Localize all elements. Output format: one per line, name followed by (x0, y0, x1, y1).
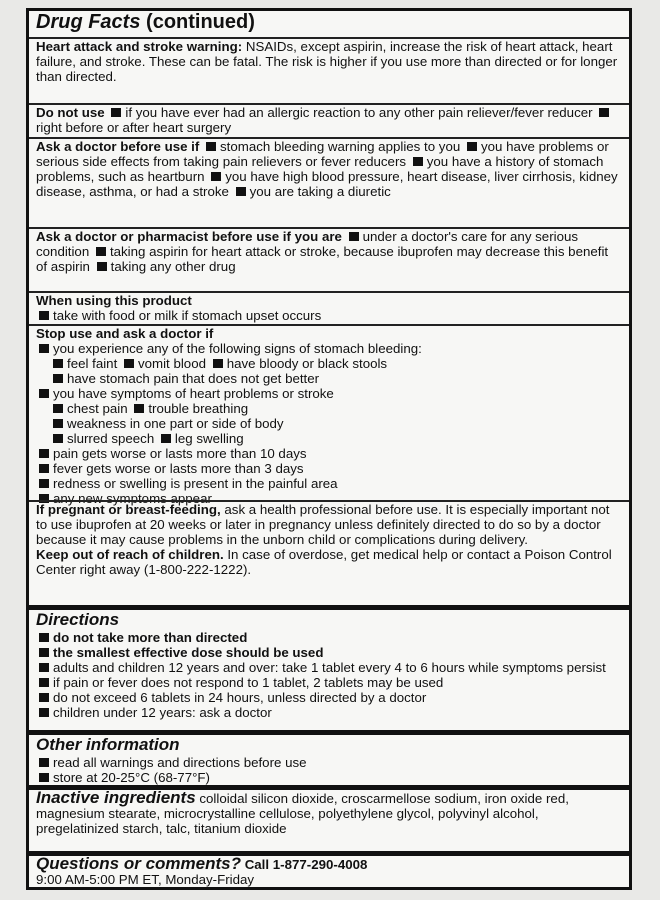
bullet-icon (53, 359, 63, 368)
list-item: feel faint (67, 356, 118, 371)
list-item: do not take more than directed (53, 630, 248, 645)
list-item: adults and children 12 years and over: take 1 tablet every 4 to 6 hours while symptoms persist (53, 660, 606, 675)
directions-section (29, 605, 629, 720)
title-continued: (continued) (146, 11, 255, 33)
keep-out-heading: Keep out of reach of children. (36, 547, 224, 562)
pregnancy-text: ask a health professional before use. It is especially important not to use ibuprofen at 20 weeks or later in pregnancy unless definitely directed to do so by a doctor because it may cause problems in the unborn child or complications during delivery. (36, 502, 610, 547)
list-item: trouble breathing (148, 401, 249, 416)
list-item: have bloody or black stools (226, 356, 388, 371)
when-using-heading: When using this product (36, 293, 192, 308)
title-section (29, 11, 629, 33)
bullet-icon (349, 232, 359, 241)
other-information-heading: Other information (36, 735, 180, 754)
bullet-icon (39, 464, 49, 473)
list-item: read all warnings and directions before use (53, 755, 307, 770)
list-item: you have problems or serious side effects from taking pain relievers or fever reducers (36, 139, 609, 169)
ask-pharmacist-section (29, 227, 629, 274)
bullet-icon (39, 758, 49, 767)
bullet-icon (97, 262, 107, 271)
bullet-icon (39, 311, 49, 320)
list-item: chest pain (67, 401, 128, 416)
bullet-icon (39, 389, 49, 398)
bullet-icon (53, 404, 63, 413)
list-item: taking aspirin for heart attack or stroke, because ibuprofen may decrease this benefit of aspirin (36, 244, 609, 274)
bullet-icon (213, 359, 223, 368)
list-item: take with food or milk if stomach upset occurs (53, 308, 322, 323)
bullet-icon (467, 142, 477, 151)
bullet-icon (111, 108, 121, 117)
bullet-icon (39, 693, 49, 702)
inactive-ingredients-heading: Inactive ingredients (36, 788, 196, 807)
bullet-icon (206, 142, 216, 151)
list-item: you have symptoms of heart problems or stroke (53, 386, 334, 401)
stop-use-section (29, 324, 629, 506)
list-item: any new symptoms appear (53, 491, 212, 506)
directions-heading: Directions (36, 610, 120, 629)
bullet-icon (39, 678, 49, 687)
bullet-icon (413, 157, 423, 166)
bullet-icon (53, 374, 63, 383)
list-item: you are taking a diuretic (249, 184, 391, 199)
list-item: leg swelling (174, 431, 244, 446)
list-item: slurred speech (67, 431, 155, 446)
bullet-icon (236, 187, 246, 196)
bullet-icon (39, 648, 49, 657)
heart-warning-section (29, 37, 629, 84)
ask-pharmacist-heading: Ask a doctor or pharmacist before use if you are (36, 229, 342, 244)
inactive-ingredients-section (29, 785, 629, 836)
bullet-icon (39, 773, 49, 782)
phone-number: Call 1-877-290-4008 (244, 857, 368, 872)
questions-section (29, 851, 629, 887)
list-item: store at 20-25°C (68-77°F) (53, 770, 210, 785)
list-item: do not exceed 6 tablets in 24 hours, unless directed by a doctor (53, 690, 427, 705)
other-information-section (29, 730, 629, 785)
keep-out-text: In case of overdose, get medical help or contact a Poison Control Center right away (1-800-222-1222). (36, 547, 612, 577)
list-item: if pain or fever does not respond to 1 tablet, 2 tablets may be used (53, 675, 444, 690)
list-item: under a doctor's care for any serious condition (36, 229, 579, 259)
bullet-icon (96, 247, 106, 256)
bullet-icon (134, 404, 144, 413)
bullet-icon (39, 708, 49, 717)
pregnancy-section (29, 500, 629, 577)
list-item: the smallest effective dose should be used (53, 645, 324, 660)
heart-warning-text: NSAIDs, except aspirin, increase the risk of heart attack, heart failure, and stroke. These can be fatal. The risk is higher if you use more than directed or for longer than directed. (36, 39, 618, 84)
stop-use-heading: Stop use and ask a doctor if (36, 326, 214, 341)
bullet-icon (211, 172, 221, 181)
bullet-icon (39, 344, 49, 353)
list-item: children under 12 years: ask a doctor (53, 705, 272, 720)
bullet-icon (161, 434, 171, 443)
bullet-icon (39, 663, 49, 672)
list-item: fever gets worse or lasts more than 3 days (53, 461, 304, 476)
inactive-ingredients-text: colloidal silicon dioxide, croscarmellose sodium, iron oxide red, magnesium stearate, microcrystalline cellulose, polyethylene glycol, polyvinyl alcohol, pregelatinized starch, talc, titanium dioxide (36, 791, 569, 836)
pregnancy-heading: If pregnant or breast-feeding, (36, 502, 221, 517)
bullet-icon (599, 108, 609, 117)
business-hours: 9:00 AM-5:00 PM ET, Monday-Friday (36, 872, 255, 887)
do-not-use-heading: Do not use (36, 105, 105, 120)
list-item: taking any other drug (110, 259, 236, 274)
bullet-icon (53, 434, 63, 443)
bullet-icon (124, 359, 134, 368)
when-using-section (29, 291, 629, 323)
questions-heading: Questions or comments? (36, 854, 241, 873)
ask-doctor-section (29, 137, 629, 199)
list-item: weakness in one part or side of body (67, 416, 284, 431)
drug-facts-label (26, 8, 632, 890)
list-item: redness or swelling is present in the painful area (53, 476, 338, 491)
bullet-icon (39, 633, 49, 642)
list-item: if you have ever had an allergic reaction to any other pain reliever/fever reducer (125, 105, 593, 120)
bullet-icon (39, 479, 49, 488)
list-item: right before or after heart surgery (36, 120, 232, 135)
heart-warning-heading: Heart attack and stroke warning: (36, 39, 243, 54)
list-item: have stomach pain that does not get better (67, 371, 320, 386)
do-not-use-section (29, 103, 629, 135)
list-item: vomit blood (137, 356, 206, 371)
bullet-icon (39, 449, 49, 458)
list-item: you experience any of the following signs of stomach bleeding: (53, 341, 422, 356)
list-item: pain gets worse or lasts more than 10 days (53, 446, 307, 461)
list-item: stomach bleeding warning applies to you (220, 139, 461, 154)
list-item: you have high blood pressure, heart disease, liver cirrhosis, kidney disease, asthma, or had a stroke (36, 169, 618, 199)
page-title: Drug Facts (continued) (36, 11, 255, 33)
bullet-icon (53, 419, 63, 428)
ask-doctor-heading: Ask a doctor before use if (36, 139, 200, 154)
list-item: you have a history of stomach problems, such as heartburn (36, 154, 604, 184)
